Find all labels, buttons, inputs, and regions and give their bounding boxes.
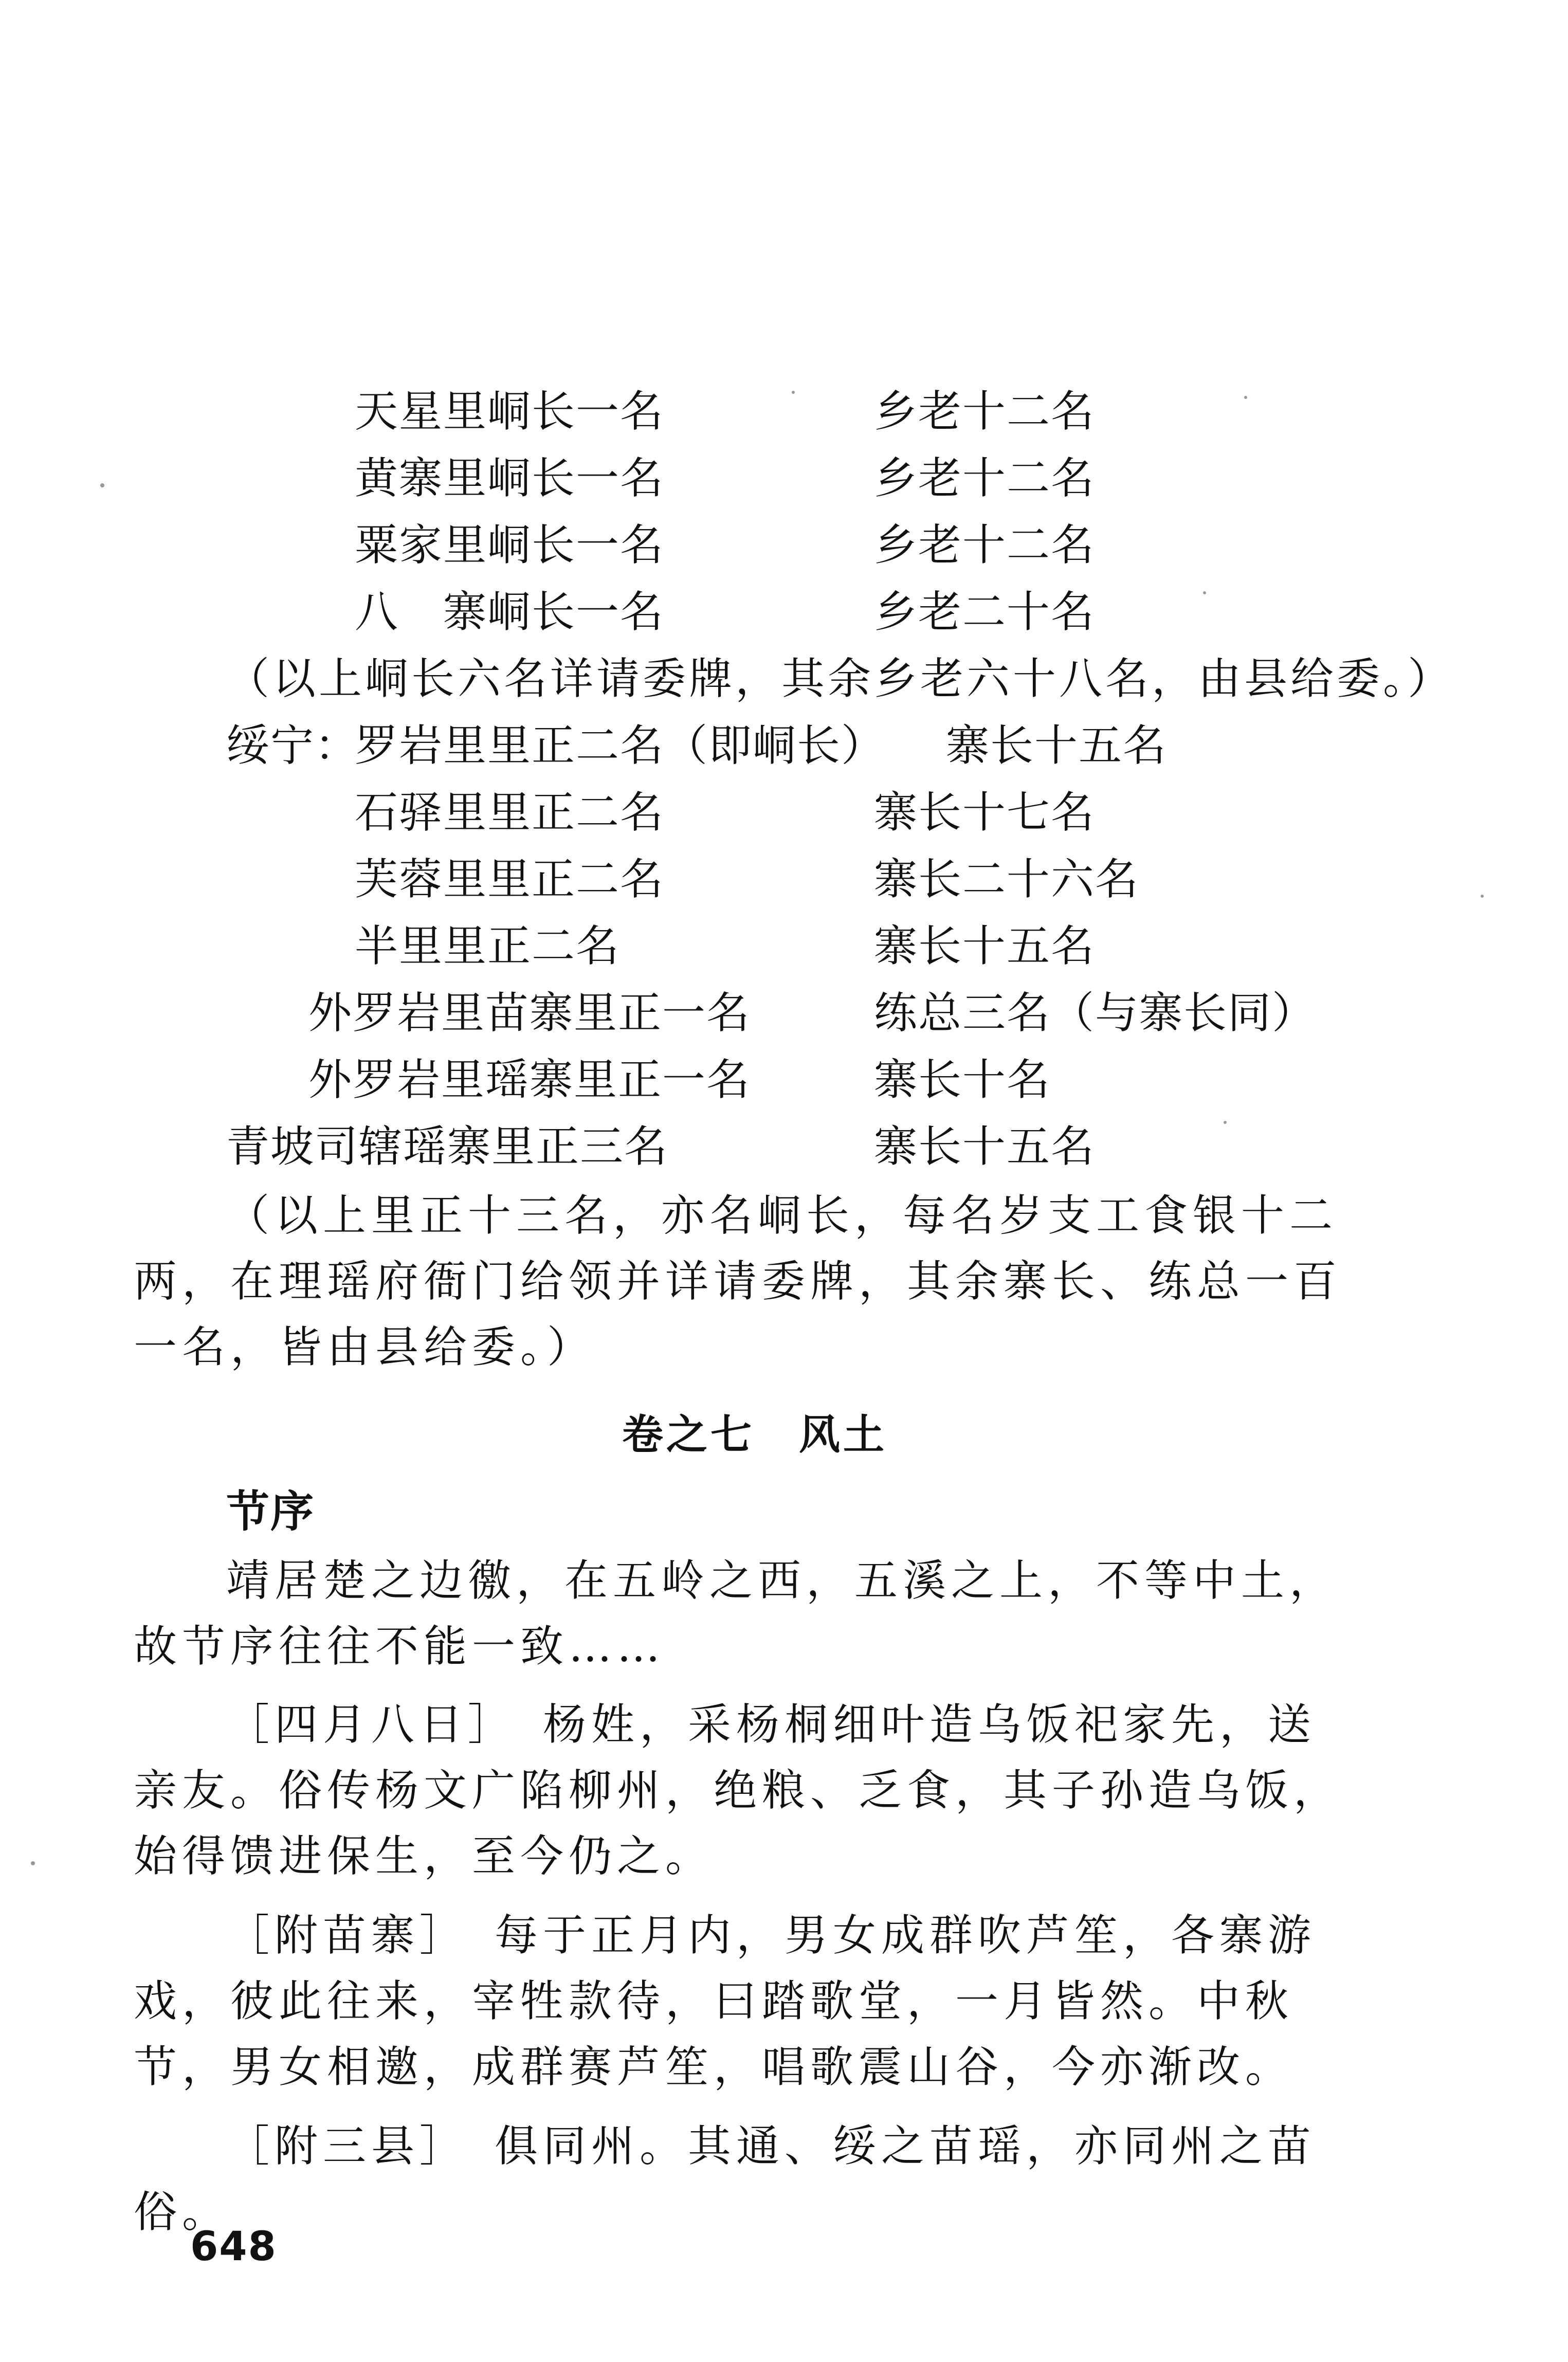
paragraph: ［四月八日］ 杨姓，采杨桐细叶造乌饭祀家先，送亲友。俗传杨文广陷柳州，绝粮、乏食，其子孙造乌饭，始得馈进保生，至今仍之。: [134, 1699, 1342, 1881]
suining-row-right: 寨长十名: [874, 1055, 1051, 1105]
suining-row-right: 寨长十五名: [874, 1121, 1096, 1172]
suining-row-left: 半里里正二名: [355, 921, 621, 971]
paragraph: 靖居楚之边徼，在五岭之西，五溪之上，不等中土，故节序往往不能一致……: [134, 1555, 1338, 1671]
suining-row-left: 芙蓉里里正二名: [355, 854, 665, 904]
official-row-right: 乡老二十名: [874, 587, 1096, 637]
suining-row-left: 外罗岩里瑶寨里正一名: [308, 1055, 751, 1105]
suining-row-left: 罗岩里里正二名（即峒长）: [355, 720, 886, 771]
suining-row-right: 寨长十五名: [946, 720, 1168, 771]
suining-row-right: 寨长十七名: [874, 787, 1096, 838]
paragraph: ［附苗寨］ 每于正月内，男女成群吹芦笙，各寨游戏，彼此往来，宰牲款待，曰踏歌堂，一月皆然。中秋节，男女相邀，成群赛芦笙，唱歌震山谷，今亦渐改。: [134, 1910, 1317, 2092]
section-title: 节序: [226, 1486, 315, 1537]
official-row-right: 乡老十二名: [874, 386, 1096, 437]
official-row-left: 黄寨里峒长一名: [355, 453, 665, 503]
suining-row-left: 外罗岩里苗寨里正一名: [308, 988, 751, 1038]
page-number: 648: [190, 2224, 277, 2270]
official-row-right: 乡老十二名: [874, 520, 1096, 570]
suining-row-left: 石驿里里正二名: [355, 787, 665, 838]
paragraph: ［附三县］ 俱同州。其通、绥之苗瑶，亦同州之苗俗。: [134, 2121, 1317, 2237]
scan-speck: [1224, 1121, 1227, 1124]
note-2: （以上里正十三名，亦名峒长，每名岁支工食银十二两，在理瑶府衙门给领并详请委牌，其余寨长、练总一百一名，皆由县给委。）: [134, 1190, 1342, 1372]
official-row-left: 八 寨峒长一名: [355, 587, 665, 637]
scan-speck: [1244, 396, 1247, 399]
scan-speck: [792, 391, 795, 394]
suining-row-right: 练总三名（与寨长同）: [874, 988, 1317, 1038]
suining-prefix: 绥宁：: [226, 720, 359, 771]
note-1: （以上峒长六名详请委牌，其余乡老六十八名，由县给委。）: [226, 653, 1454, 704]
official-row-right: 乡老十二名: [874, 453, 1096, 503]
official-row-left: 粟家里峒长一名: [355, 520, 665, 570]
scan-speck: [1203, 591, 1206, 594]
scan-speck: [100, 483, 104, 487]
chapter-title: 卷之七 风土: [622, 1410, 887, 1459]
suining-row-right: 寨长二十六名: [874, 854, 1140, 904]
suining-row-right: 寨长十五名: [874, 921, 1096, 971]
scan-speck: [1481, 895, 1484, 898]
suining-row-left: 青坡司辖瑶寨里正三名: [226, 1121, 669, 1172]
scan-speck: [31, 1861, 35, 1865]
official-row-left: 天星里峒长一名: [355, 386, 665, 437]
